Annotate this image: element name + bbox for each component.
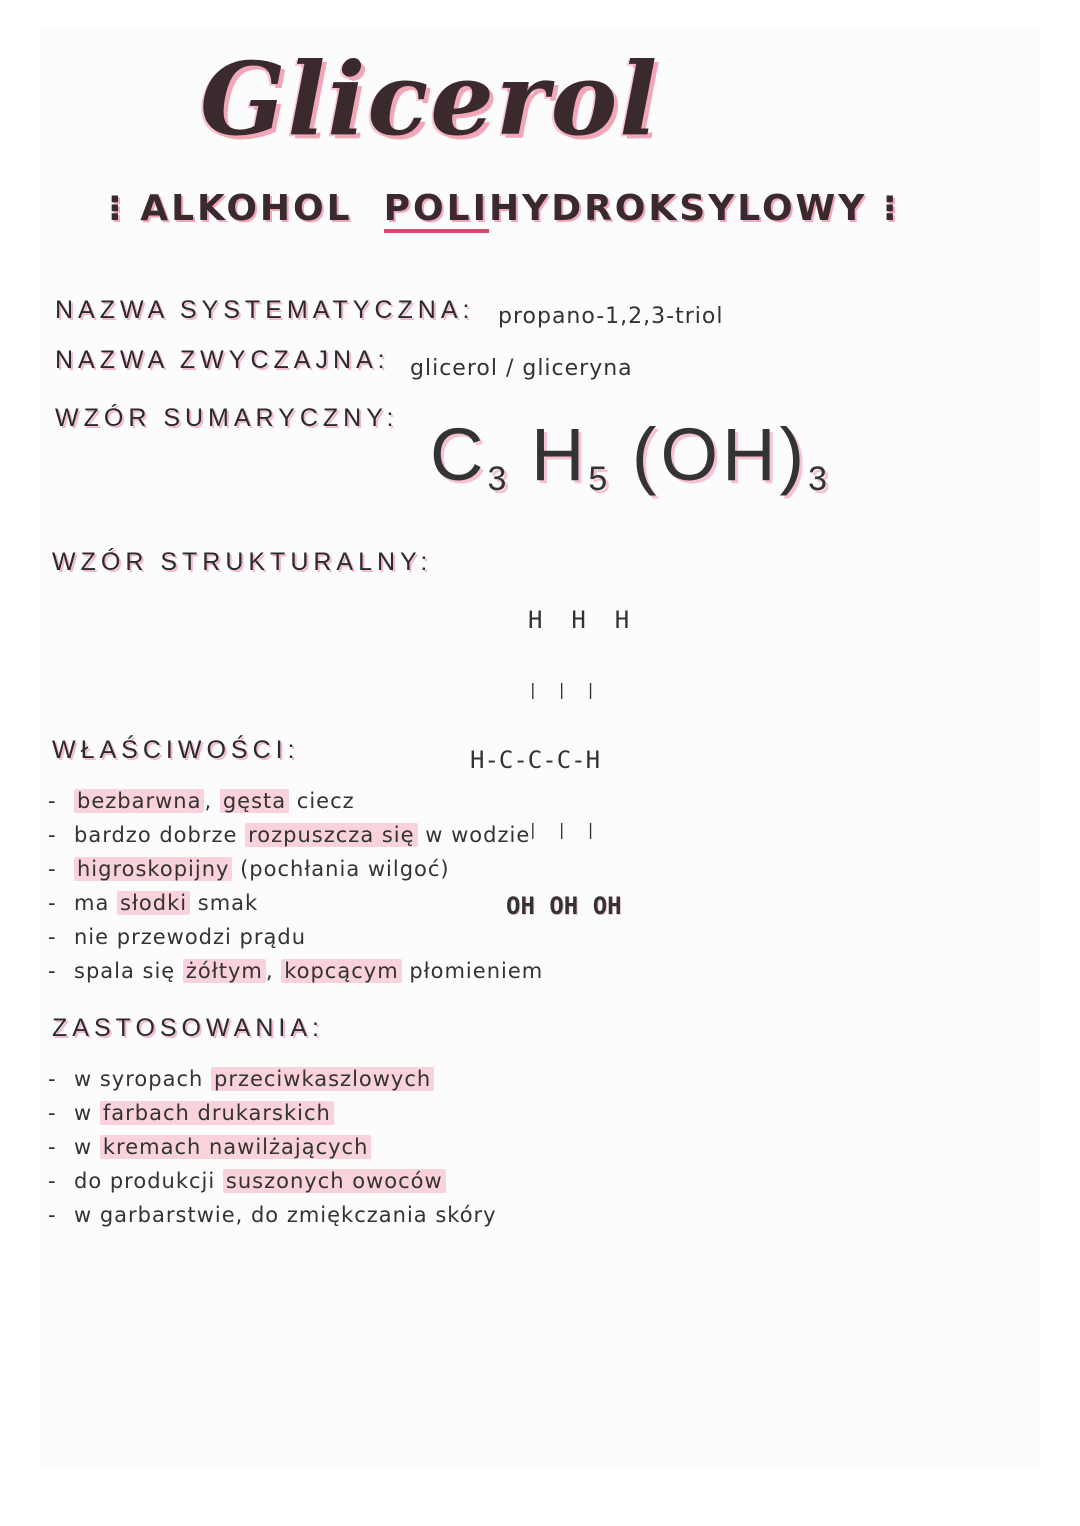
subtitle-word-rest: HYDROKSYLOWY [489, 188, 868, 229]
list-dash: - [48, 857, 57, 881]
property-item [48, 886, 543, 920]
struct-hydroxyl-groups: OH OH OH [506, 892, 622, 920]
formula-carbon: C [430, 413, 488, 496]
list-dash: - [48, 891, 57, 915]
highlighted-text: gęsta [220, 789, 289, 813]
common-name-value: glicerol / gliceryna [410, 356, 633, 381]
list-text: ciecz [289, 789, 355, 813]
list-dash: - [48, 1067, 57, 1091]
subtitle [108, 188, 900, 229]
common-name-label: NAZWA ZWYCZAJNA: [55, 346, 390, 374]
highlighted-text: kremach nawilżających [100, 1135, 372, 1159]
application-item [48, 1130, 497, 1164]
subtitle-prefix: ⁝ [108, 188, 125, 229]
property-item [48, 818, 543, 852]
properties-label: WŁAŚCIWOŚCI: [52, 736, 300, 764]
formula-carbon-index: 3 [487, 460, 507, 498]
highlighted-text: suszonych owoców [223, 1169, 446, 1193]
highlighted-text: przeciwkaszlowych [211, 1067, 434, 1091]
list-text: ma [74, 891, 118, 915]
properties-list [48, 784, 543, 988]
list-dash: - [48, 789, 57, 813]
list-text: spala się [74, 959, 183, 983]
highlighted-text: rozpuszcza się [245, 823, 417, 847]
list-text: , [204, 789, 220, 813]
list-text: do produkcji [74, 1169, 223, 1193]
property-item [48, 920, 543, 954]
list-dash: - [48, 925, 57, 949]
property-item [48, 852, 543, 886]
highlighted-text: słodki [117, 891, 190, 915]
list-text: w [74, 1101, 100, 1125]
highlighted-text: bezbarwna [74, 789, 204, 813]
formula-hydroxyl-index: 3 [808, 460, 828, 498]
applications-list [48, 1062, 497, 1232]
systematic-name-label: NAZWA SYSTEMATYCZNA: [55, 296, 475, 324]
list-text: w garbarstwie, do zmiękczania skóry [74, 1203, 497, 1227]
subtitle-suffix: ⁝ [882, 188, 900, 229]
list-dash: - [48, 1169, 57, 1193]
applications-label: ZASTOSOWANIA: [52, 1014, 324, 1042]
list-text: nie przewodzi prądu [74, 925, 307, 949]
list-dash: - [48, 1203, 57, 1227]
application-item [48, 1164, 497, 1198]
subtitle-underlined-part: POLI [384, 188, 489, 233]
list-dash: - [48, 959, 57, 983]
formula-hydrogen: H [530, 413, 589, 496]
property-item [48, 784, 543, 818]
application-item [48, 1062, 497, 1096]
summary-formula-label: WZÓR SUMARYCZNY: [55, 404, 399, 432]
application-item [48, 1096, 497, 1130]
property-item [48, 954, 543, 988]
list-text: bardzo dobrze [74, 823, 246, 847]
list-text: płomieniem [401, 959, 544, 983]
highlighted-text: kopcącym [281, 959, 401, 983]
highlighted-text: higroskopijny [74, 857, 232, 881]
list-text: w syropach [74, 1067, 211, 1091]
list-text: , [265, 959, 282, 983]
list-dash: - [48, 823, 57, 847]
subtitle-word-alkohol: ALKOHOL [140, 188, 353, 229]
summary-formula [430, 412, 827, 499]
list-text: w [74, 1135, 100, 1159]
application-item [48, 1198, 497, 1232]
list-dash: - [48, 1135, 57, 1159]
page-title: Glicerol [200, 40, 660, 158]
struct-carbon-chain: H-C-C-C-H [470, 746, 601, 774]
highlighted-text: żółtym [183, 959, 266, 983]
list-text: (pochłania wilgoć) [232, 857, 450, 881]
struct-top-hydrogens: H H H [528, 606, 630, 634]
list-dash: - [48, 1101, 57, 1125]
formula-hydroxyl: (OH) [631, 413, 809, 496]
struct-upper-bonds: | | | [528, 680, 596, 699]
formula-hydrogen-index: 5 [588, 460, 608, 498]
systematic-name-value: propano-1,2,3-triol [498, 304, 724, 329]
list-text: w wodzie [417, 823, 531, 847]
highlighted-text: farbach drukarskich [100, 1101, 334, 1125]
struct-lower-bonds: | | | [528, 820, 596, 839]
structural-formula-label: WZÓR STRUKTURALNY: [52, 548, 433, 576]
list-text: smak [190, 891, 259, 915]
